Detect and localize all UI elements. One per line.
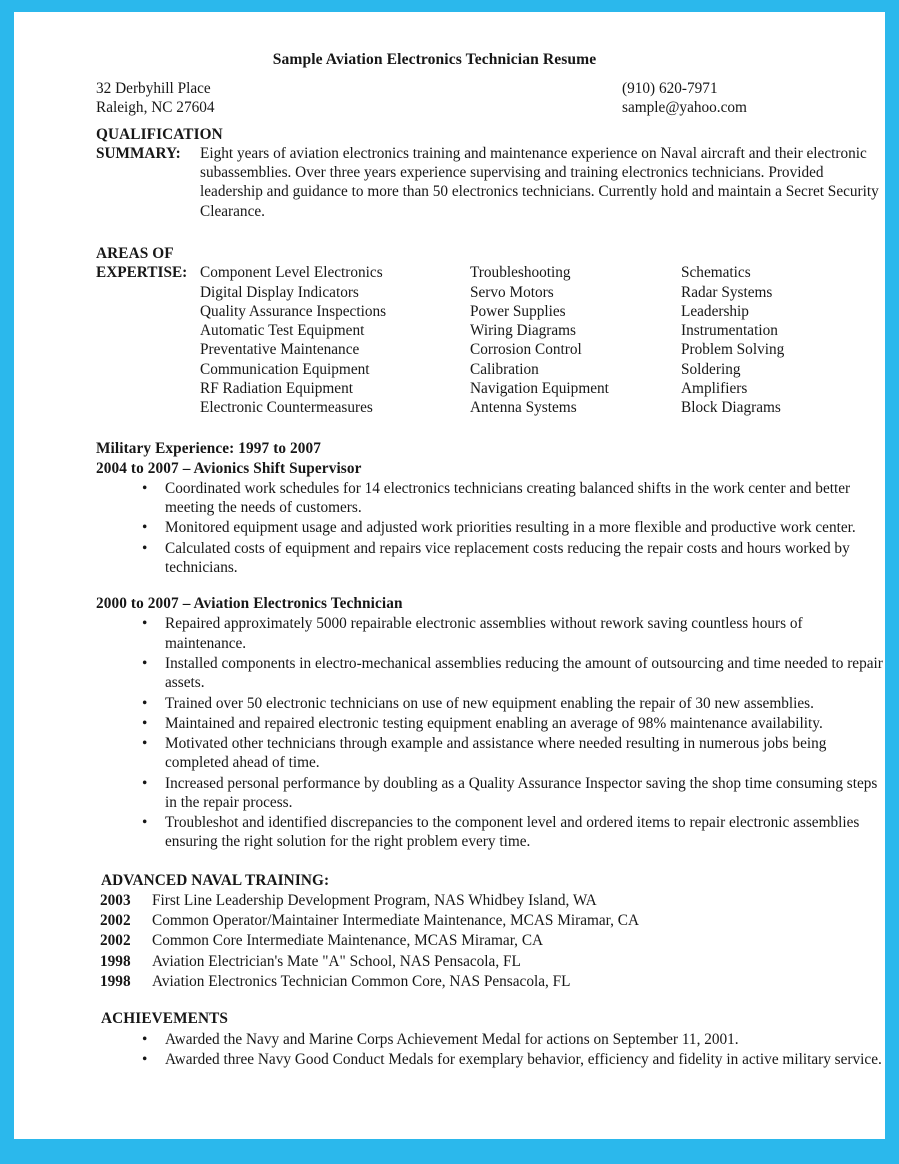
expertise-item: Preventative Maintenance bbox=[200, 341, 360, 359]
training-description: Common Operator/Maintainer Intermediate Maintenance, MCAS Miramar, CA bbox=[152, 912, 640, 930]
bullet-item bbox=[137, 479, 885, 518]
job-entry bbox=[96, 594, 885, 851]
bullet-point-icon: • bbox=[142, 714, 148, 732]
expertise-item: Soldering bbox=[681, 360, 741, 378]
bullet-item bbox=[137, 1030, 885, 1049]
bullet-text: Monitored equipment usage and adjusted work priorities resulting in a more flexible and productive work center. bbox=[165, 519, 856, 537]
resume-page bbox=[14, 12, 885, 1139]
training-entry bbox=[96, 952, 885, 971]
bullet-point-icon: • bbox=[142, 479, 148, 497]
training-entry bbox=[96, 891, 885, 910]
expertise-item: Leadership bbox=[681, 302, 749, 320]
bullet-text: Maintained and repaired electronic testing equipment enabling an average of 98% maintenance availability. bbox=[165, 714, 823, 732]
bullet-point-icon: • bbox=[142, 519, 148, 537]
training-entry bbox=[96, 931, 885, 950]
training-description: Aviation Electronics Technician Common Core, NAS Pensacola, FL bbox=[152, 973, 571, 990]
bullet-item bbox=[137, 694, 885, 713]
bullet-item bbox=[137, 734, 885, 773]
job-bullet-list bbox=[137, 614, 885, 851]
bullet-item bbox=[137, 1050, 885, 1069]
military-experience-section bbox=[14, 439, 885, 851]
expertise-item: Problem Solving bbox=[681, 341, 785, 359]
bullet-text: Installed components in electro-mechanical assemblies reducing the amount of outsourcing and time needed to repair assets. bbox=[165, 655, 883, 692]
expertise-label-line-2: EXPERTISE: bbox=[96, 264, 188, 282]
bullet-item bbox=[137, 774, 885, 813]
document-title: Sample Aviation Electronics Technician Resume bbox=[272, 51, 597, 68]
job-bullet-list bbox=[137, 479, 885, 577]
training-year: 2003 bbox=[100, 891, 131, 909]
expertise-item: Radar Systems bbox=[681, 283, 773, 301]
qualification-label-line-2: SUMMARY: bbox=[96, 144, 181, 162]
qualification-label-line-1: QUALIFICATION bbox=[96, 125, 223, 143]
bullet-point-icon: • bbox=[142, 735, 148, 753]
training-year: 2002 bbox=[100, 932, 131, 950]
job-heading: 2000 to 2007 – Aviation Electronics Technician bbox=[96, 595, 403, 613]
qualification-summary-text: Eight years of aviation electronics training and maintenance experience on Naval aircraft and their electronic subassemblies. Over three years experience supervising and training electronics technicians. Provided leadership and guidance to more than 50 electronics technicians. Currently hold and maintain a Secret Security Clearance. bbox=[200, 144, 879, 220]
achievements-section bbox=[14, 1009, 885, 1069]
bullet-text: Coordinated work schedules for 14 electronics technicians creating balanced shifts in the work center and better meeting the needs of customers. bbox=[165, 479, 851, 517]
training-heading: ADVANCED NAVAL TRAINING: bbox=[101, 871, 330, 889]
expertise-item: Block Diagrams bbox=[681, 399, 781, 417]
training-description: Aviation Electrician's Mate "A" School, NAS Pensacola, FL bbox=[152, 952, 521, 970]
expertise-item: Calibration bbox=[470, 360, 539, 378]
qualification-summary-section bbox=[14, 125, 885, 221]
expertise-item: Automatic Test Equipment bbox=[200, 322, 365, 340]
expertise-column-2 bbox=[470, 263, 681, 417]
bullet-point-icon: • bbox=[142, 774, 148, 792]
bullet-text: Motivated other technicians through example and assistance where needed resulting in numerous jobs being completed ahead of time. bbox=[165, 735, 827, 772]
bullet-item bbox=[137, 654, 885, 693]
training-description: First Line Leadership Development Program, NAS Whidbey Island, WA bbox=[152, 891, 597, 909]
expertise-item: Corrosion Control bbox=[470, 341, 582, 359]
contact-block bbox=[14, 79, 885, 121]
expertise-item: Troubleshooting bbox=[470, 264, 571, 282]
bullet-point-icon: • bbox=[142, 694, 148, 712]
advanced-naval-training-section bbox=[14, 871, 885, 992]
bullet-point-icon: • bbox=[142, 1050, 148, 1068]
training-year: 2002 bbox=[100, 912, 131, 930]
bullet-point-icon: • bbox=[142, 814, 148, 832]
expertise-column-1 bbox=[200, 263, 470, 417]
expertise-label-line-1: AREAS OF bbox=[96, 244, 174, 262]
phone-number: (910) 620-7971 bbox=[622, 79, 718, 97]
expertise-item: Communication Equipment bbox=[200, 360, 370, 378]
areas-of-expertise-section bbox=[14, 244, 885, 417]
bullet-point-icon: • bbox=[142, 615, 148, 633]
job-heading: 2004 to 2007 – Avionics Shift Supervisor bbox=[96, 459, 362, 477]
expertise-item: Electronic Countermeasures bbox=[200, 399, 373, 417]
bullet-point-icon: • bbox=[142, 539, 148, 557]
expertise-item: Amplifiers bbox=[681, 379, 748, 397]
bullet-text: Awarded three Navy Good Conduct Medals for exemplary behavior, efficiency and fidelity in active military service. bbox=[165, 1050, 882, 1068]
resume-content bbox=[14, 12, 885, 1139]
training-year: 1998 bbox=[100, 973, 131, 990]
achievements-heading: ACHIEVEMENTS bbox=[101, 1010, 228, 1028]
military-experience-heading: Military Experience: 1997 to 2007 bbox=[96, 440, 322, 458]
expertise-item: Navigation Equipment bbox=[470, 379, 609, 397]
job-entry bbox=[96, 459, 885, 578]
bullet-item bbox=[137, 714, 885, 733]
address-line-2: Raleigh, NC 27604 bbox=[96, 98, 215, 116]
bullet-text: Calculated costs of equipment and repairs vice replacement costs reducing the repair costs and hours worked by technicians. bbox=[165, 539, 850, 576]
bullet-text: Increased personal performance by doubling as a Quality Assurance Inspector saving the shop time consuming steps in the repair process. bbox=[165, 774, 878, 811]
expertise-item: Servo Motors bbox=[470, 283, 554, 301]
bullet-text: Trained over 50 electronic technicians on use of new equipment enabling the repair of 30 new assemblies. bbox=[165, 694, 814, 712]
email-address[interactable]: sample@yahoo.com bbox=[622, 98, 747, 116]
training-description: Common Core Intermediate Maintenance, MCAS Miramar, CA bbox=[152, 932, 544, 950]
expertise-item: Quality Assurance Inspections bbox=[200, 302, 387, 320]
training-year: 1998 bbox=[100, 952, 131, 970]
bullet-text: Troubleshot and identified discrepancies to the component level and ordered items to repair electronic assemblies ensuring the right solution for the right problem every time. bbox=[165, 814, 860, 851]
bullet-text: Awarded the Navy and Marine Corps Achievement Medal for actions on September 11, 2001. bbox=[165, 1030, 739, 1048]
contact-details bbox=[622, 79, 747, 118]
training-entry bbox=[96, 972, 885, 991]
contact-address bbox=[96, 79, 215, 118]
bullet-item bbox=[137, 539, 885, 578]
expertise-column-3 bbox=[681, 263, 881, 417]
address-line-1: 32 Derbyhill Place bbox=[96, 79, 211, 97]
bullet-item bbox=[137, 518, 885, 537]
expertise-item: Wiring Diagrams bbox=[470, 322, 577, 340]
expertise-item: Instrumentation bbox=[681, 322, 778, 340]
bullet-point-icon: • bbox=[142, 655, 148, 673]
expertise-item: Component Level Electronics bbox=[200, 264, 383, 282]
expertise-columns bbox=[200, 263, 885, 417]
bullet-item bbox=[137, 813, 885, 852]
expertise-item: Schematics bbox=[681, 264, 751, 282]
bullet-point-icon: • bbox=[142, 1030, 148, 1048]
expertise-item: RF Radiation Equipment bbox=[200, 379, 353, 397]
qualification-summary-body bbox=[200, 144, 885, 221]
training-entry bbox=[96, 911, 885, 930]
expertise-item: Digital Display Indicators bbox=[200, 283, 359, 301]
bullet-text: Repaired approximately 5000 repairable electronic assemblies without rework saving countless hours of maintenance. bbox=[165, 615, 803, 652]
training-entry-list bbox=[96, 891, 885, 991]
bullet-item bbox=[137, 614, 885, 653]
achievements-bullet-list bbox=[137, 1030, 885, 1070]
expertise-item: Antenna Systems bbox=[470, 399, 577, 417]
expertise-item: Power Supplies bbox=[470, 302, 566, 320]
